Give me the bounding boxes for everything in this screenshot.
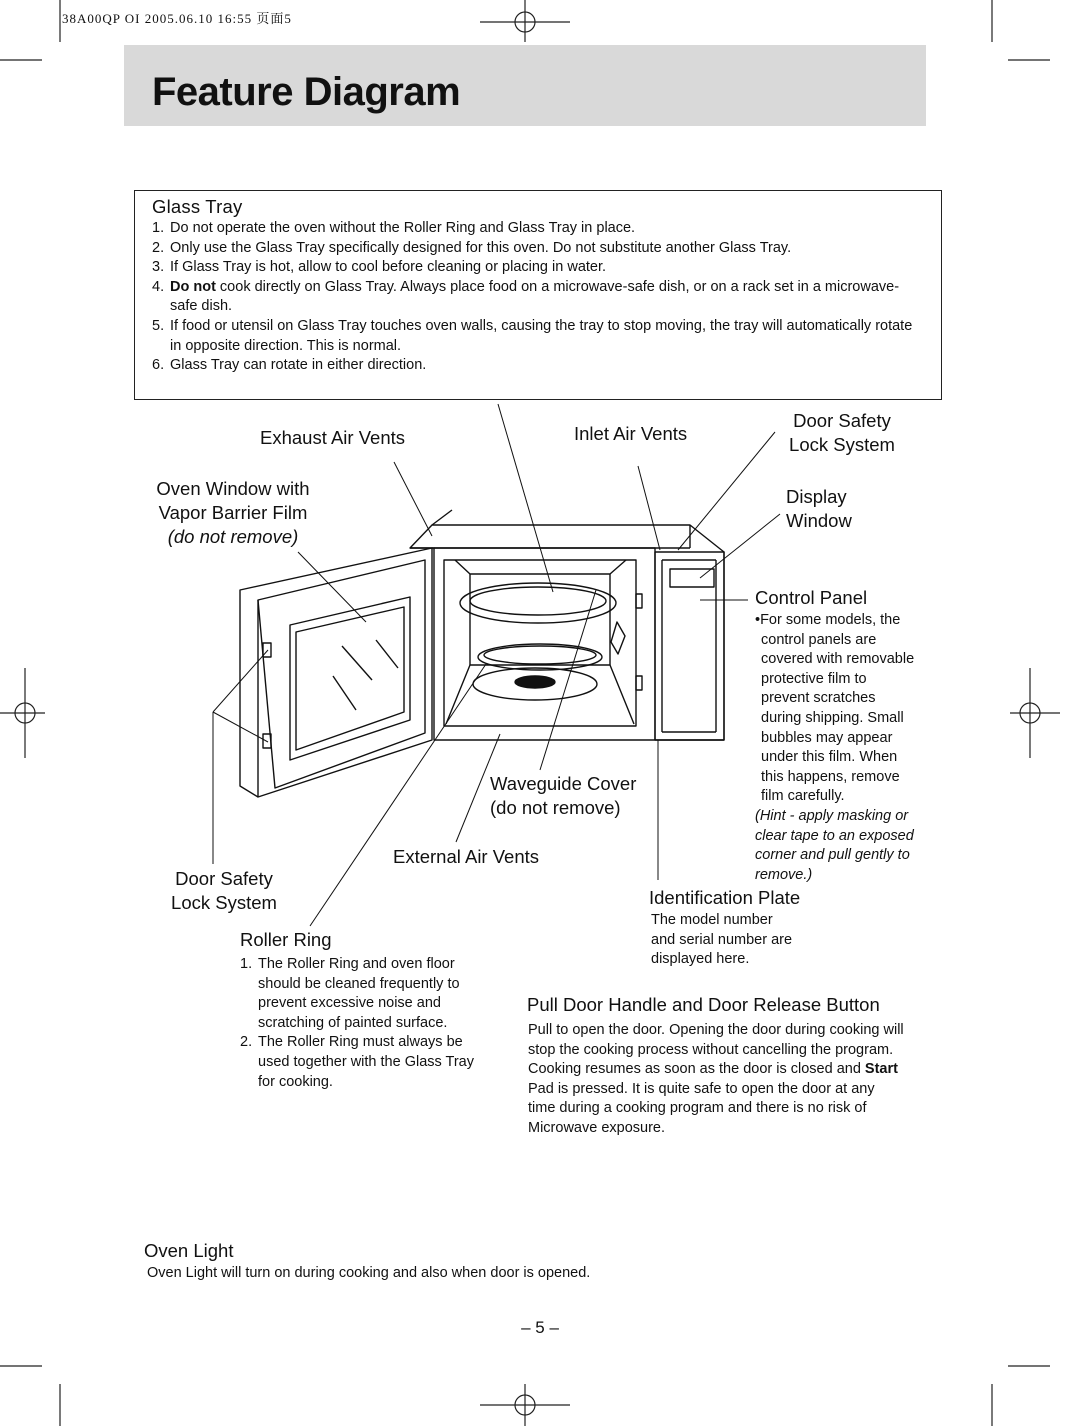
list-item <box>240 1033 520 1092</box>
hint-line: (Hint - apply masking or <box>755 807 909 824</box>
list-text: used together with the Glass Tray <box>258 1053 474 1070</box>
paragraph-line: Microwave exposure. <box>528 1119 665 1136</box>
label-display-window: Display Window <box>786 486 852 531</box>
list-text: If food or utensil on Glass Tray touches oven walls, causing the tray to stop moving, the tray will automatically rotate in opposite direction. This is normal. <box>170 317 913 354</box>
list-text: Glass Tray can rotate in either direction. <box>170 357 427 374</box>
note-line: •For some models, the <box>755 612 901 628</box>
note-line: under this film. When <box>761 749 898 766</box>
page-title: Feature Diagram <box>152 70 461 114</box>
label-external-air-vents: External Air Vents <box>393 846 540 867</box>
list-text: If Glass Tray is hot, allow to cool before cleaning or placing in water. <box>170 259 607 276</box>
list-number: 1. <box>152 220 165 236</box>
note-line: control panels are <box>761 631 877 648</box>
hint-line: remove.) <box>755 866 813 883</box>
print-header-meta: 38A00QP OI 2005.06.10 16:55 页面5 <box>62 11 292 26</box>
paragraph-line: Pad is pressed. It is quite safe to open the door at any <box>528 1080 875 1097</box>
list-text: Do not operate the oven without the Roller Ring and Glass Tray in place. <box>170 220 636 236</box>
control-panel-note <box>755 611 955 885</box>
label-door-safety-top: Door Safety Lock System <box>789 410 895 455</box>
list-number: 6. <box>152 357 165 374</box>
paragraph-line: time during a cooking program and there is no risk of <box>528 1100 867 1117</box>
pull-door-text <box>528 1021 958 1139</box>
hint-line: clear tape to an exposed <box>755 827 914 844</box>
oven-window <box>290 597 410 760</box>
roller-ring <box>478 644 602 670</box>
note-line: prevent scratches <box>761 690 876 707</box>
list-text: cook directly on Glass Tray. Always place food on a microwave-safe dish, or on a rack set in a microwave-safe dish. <box>170 278 900 315</box>
list-text: The Roller Ring must always be <box>258 1034 463 1051</box>
note-line: bubbles may appear <box>761 729 893 746</box>
note-line: The model number <box>651 912 773 928</box>
note-line: during shipping. Small <box>761 709 904 726</box>
list-text: The Roller Ring and oven floor <box>258 956 455 972</box>
list-text: scratching of painted surface. <box>258 1014 448 1031</box>
waveguide-cover <box>611 622 625 654</box>
label-pull-door-handle: Pull Door Handle and Door Release Button <box>527 994 880 1015</box>
oven-door <box>240 548 432 797</box>
label-oven-light: Oven Light <box>144 1240 234 1261</box>
note-line: this happens, remove <box>761 768 900 785</box>
label-exhaust-air-vents: Exhaust Air Vents <box>260 427 406 448</box>
paragraph-line: Cooking resumes as soon as the door is closed and Start <box>528 1061 898 1078</box>
paragraph-line: Pull to open the door. Opening the door during cooking will <box>528 1022 904 1038</box>
hint-line: corner and pull gently to <box>755 847 910 864</box>
roller-ring-list <box>240 955 520 1092</box>
label-control-panel: Control Panel <box>755 587 868 608</box>
label-identification-plate: Identification Plate <box>649 887 801 908</box>
label-waveguide-cover: Waveguide Cover (do not remove) <box>490 773 637 818</box>
label-door-safety-bottom: Door Safety Lock System <box>171 868 277 913</box>
start-keyword: Start <box>864 1061 898 1078</box>
label-inlet-air-vents: Inlet Air Vents <box>574 423 688 444</box>
glass-tray <box>460 583 616 623</box>
list-number: 3. <box>152 259 165 276</box>
note-line: film carefully. <box>761 788 845 805</box>
note-line: protective film to <box>761 670 867 687</box>
note-line: covered with removable <box>761 651 915 668</box>
list-emphasis: Do not <box>170 278 216 295</box>
list-number: 1. <box>240 956 253 972</box>
list-text: Only use the Glass Tray specifically designed for this oven. Do not substitute another Glass Tray. <box>170 239 792 256</box>
list-number: 2. <box>240 1034 253 1051</box>
list-number: 2. <box>152 239 165 256</box>
note-line: displayed here. <box>651 951 750 968</box>
list-number: 5. <box>152 317 165 334</box>
label-oven-window: Oven Window with Vapor Barrier Film (do not remove) <box>156 478 310 547</box>
list-text: prevent excessive noise and <box>258 995 441 1012</box>
list-text: should be cleaned frequently to <box>258 975 460 992</box>
glass-tray-heading: Glass Tray <box>152 196 243 217</box>
note-line: and serial number are <box>651 931 793 948</box>
paragraph-line: stop the cooking process without cancelling the program. <box>528 1041 894 1058</box>
identification-note <box>651 911 792 970</box>
page-number: – 5 – <box>521 1318 559 1337</box>
oven-light-text: Oven Light will turn on during cooking and also when door is opened. <box>147 1265 591 1281</box>
label-roller-ring: Roller Ring <box>240 929 332 950</box>
list-item <box>240 955 520 1033</box>
list-text: for cooking. <box>258 1073 333 1090</box>
list-number: 4. <box>152 278 165 295</box>
